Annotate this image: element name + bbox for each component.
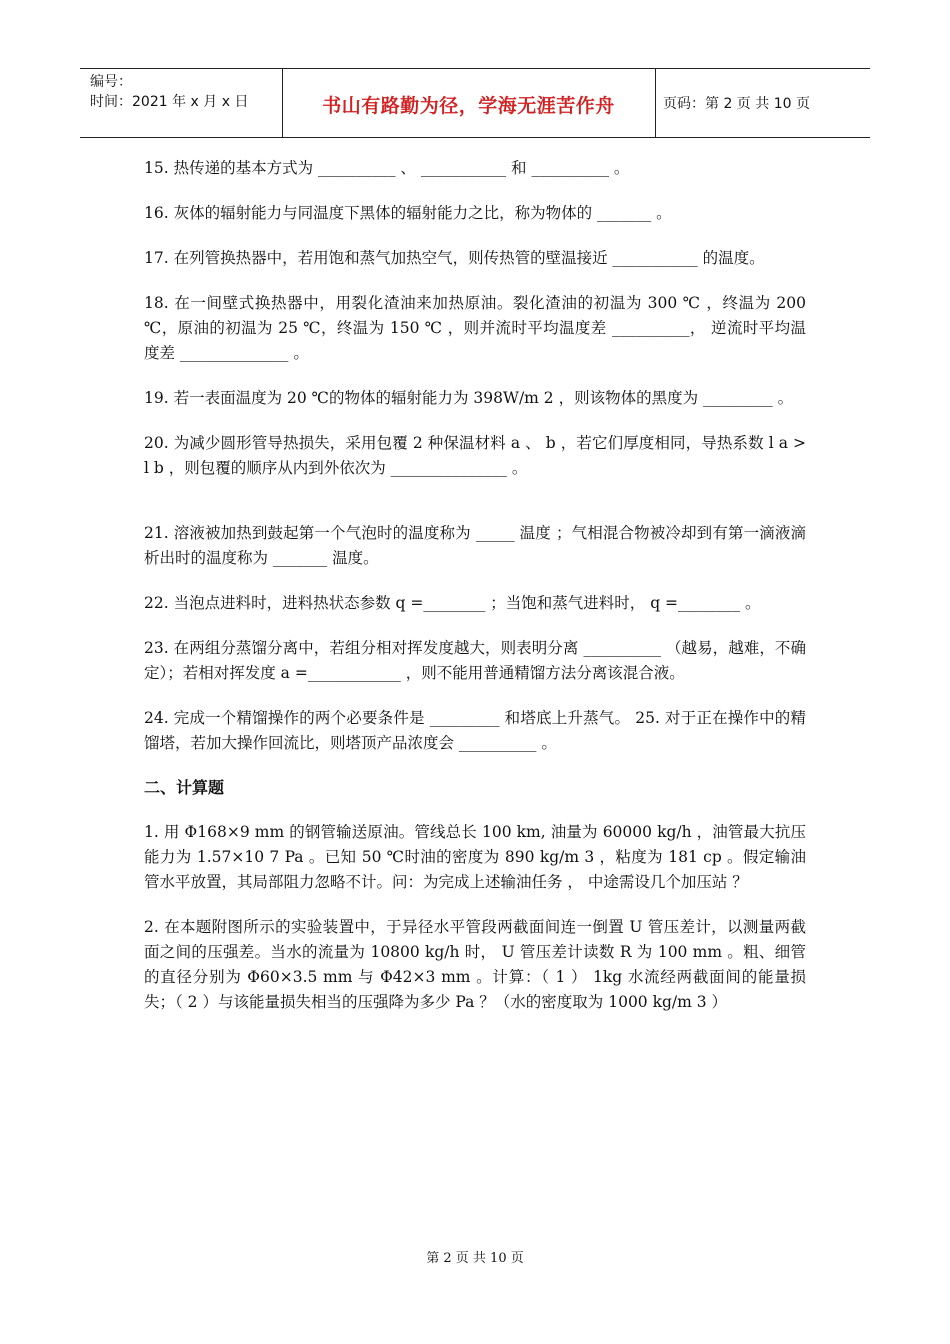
header-meta-cell [80,69,283,137]
question-21: 21. 溶液被加热到鼓起第一个气泡时的温度称为 _____ 温度 ；气相混合物被冷却到有第一滴液滴析出时的温度称为 _______ 温度。 [144,524,806,567]
section-title: 二、计算题 [144,778,225,797]
question-16: 16. 灰体的辐射能力与同温度下黑体的辐射能力之比，称为物体的 _______ 。 [144,204,672,222]
question-22: 22. 当泡点进料时，进料热状态参数 q =________ ；当饱和蒸气进料时， q =________ 。 [144,594,761,612]
question-15: 15. 热传递的基本方式为 __________ 、 ___________ 和 __________ 。 [144,159,630,177]
question-23: 23. 在两组分蒸馏分离中，若组分相对挥发度越大，则表明分离 __________ （越易，越难，不确定）；若相对挥发度 a =____________ ，则不能用普通精馏方法分离该混合液。 [144,639,806,682]
document-body [144,156,806,1035]
question-18: 18. 在一间壁式换热器中，用裂化渣油来加热原油。裂化渣油的初温为 300 ℃ ，终温为 200 ℃，原油的初温为 25 ℃，终温为 150 ℃ ，则并流时平均温度差 __________， 逆流时平均温度差 ______________ 。 [144,294,806,362]
page-header [80,68,870,138]
question-24-25: 24. 完成一个精馏操作的两个必要条件是 _________ 和塔底上升蒸气。 25. 对于正在操作中的精馏塔，若加大操作回流比，则塔顶产品浓度会 __________ 。 [144,709,806,752]
header-motto-cell [282,69,656,137]
page-info: 页码：第 2 页 共 10 页 [663,96,810,112]
question-17: 17. 在列管换热器中，若用饱和蒸气加热空气，则传热管的壁温接近 ___________ 的温度。 [144,249,765,267]
motto: 书山有路勤为径，学海无涯苦作舟 [322,95,615,117]
question-20: 20. 为减少圆形管导热损失，采用包覆 2 种保温材料 a 、 b ，若它们厚度相同，导热系数 l a > l b ，则包覆的顺序从内到外依次为 _______________ 。 [144,434,806,477]
problem-1: 1. 用 Φ168×9 mm 的钢管输送原油。管线总长 100 km, 油量为 60000 kg/h ，油管最大抗压能力为 1.57×10 7 Pa 。已知 50 ℃时油的密度为 890 kg/m 3 ，粘度为 181 cp 。假定输油管水平放置，其局部阻力忽略不计。问：为完成上述输油任务 ， 中途需设几个加压站 ？ [144,823,806,891]
problem-2: 2. 在本题附图所示的实验装置中，于异径水平管段两截面间连一倒置 U 管压差计，以测量两截面之间的压强差。当水的流量为 10800 kg/h 时， U 管压差计读数 R 为 100 mm 。粗、细管的直径分别为 Φ60×3.5 mm 与 Φ42×3 mm 。计算：（ 1 ） 1kg 水流经两截面间的能量损失；（ 2 ）与该能量损失相当的压强降为多少 Pa ？（水的密度取为 1000 kg/m 3 ） [144,918,806,1011]
page-footer: 第 2 页 共 10 页 [426,1251,524,1266]
question-19: 19. 若一表面温度为 20 ℃的物体的辐射能力为 398W/m 2 ，则该物体的黑度为 _________ 。 [144,389,794,407]
document-number: 编号： [90,74,132,90]
header-page-cell [655,69,870,137]
document-time: 时间：2021 年 x 月 x 日 [90,94,249,110]
